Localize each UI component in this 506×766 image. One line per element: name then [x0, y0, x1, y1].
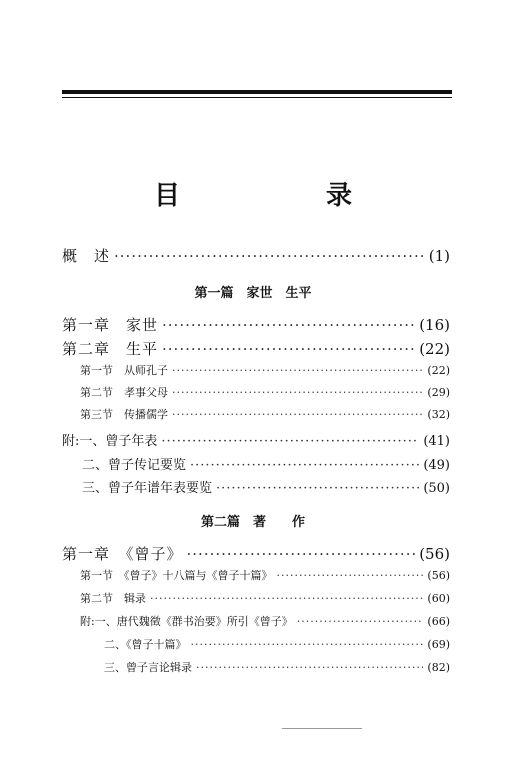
toc-entry-label: 二、《曾子十篇》 [104, 638, 187, 651]
toc-entry-page: (41) [423, 434, 450, 449]
toc-entry-appendix[interactable] [104, 659, 450, 675]
toc-entry-label: 三、曾子年谱年表要览 [82, 481, 213, 496]
toc-entry-appendix[interactable] [82, 454, 450, 473]
toc-entry-chapter[interactable] [62, 338, 450, 359]
toc-entry-label: 第二节 辑录 [80, 592, 146, 605]
toc-entry-section[interactable] [80, 567, 450, 583]
toc-entry-appendix[interactable] [104, 636, 450, 652]
dot-leader [216, 481, 419, 496]
toc-entry-label: 第二节 孝事父母 [80, 386, 168, 399]
toc-entry-appendix[interactable] [82, 477, 450, 496]
dot-leader [191, 638, 424, 651]
dot-leader [196, 661, 423, 674]
toc-entry-label: 第一节 《曾子》十八篇与《曾子十篇》 [80, 569, 273, 582]
dot-leader [162, 340, 415, 358]
dot-leader [161, 434, 419, 449]
toc-entry-page: (69) [427, 638, 450, 651]
toc-entry-page: (82) [427, 661, 450, 674]
dot-leader [162, 316, 415, 334]
toc-entry-page: (22) [419, 340, 450, 358]
toc-entry-label: 第一章 家世 [62, 316, 159, 334]
dot-leader [172, 408, 423, 421]
toc-entry-page: (66) [427, 615, 450, 628]
toc-entry-page: (29) [427, 386, 450, 399]
dot-leader [150, 592, 423, 605]
toc-entry-section[interactable] [80, 362, 450, 378]
toc-entry-page: (56) [427, 569, 450, 582]
header-rule-thick [62, 90, 452, 94]
dot-leader [172, 364, 423, 377]
toc-entry-label: 第三节 传播儒学 [80, 408, 168, 421]
dot-leader [114, 247, 425, 265]
toc-entry-overview[interactable] [62, 245, 450, 266]
dot-leader [190, 458, 419, 473]
toc-entry-page: (22) [427, 364, 450, 377]
toc-entry-label: 第一章 《曾子》 [62, 545, 183, 563]
header-rule-thin [62, 97, 452, 98]
toc-entry-label: 概 述 [62, 247, 111, 265]
toc-entry-page: (16) [419, 316, 450, 334]
toc-entry-label: 附:一、唐代魏徵《群书治要》所引《曾子》 [80, 615, 293, 628]
part-heading-2: 第二篇 著 作 [200, 515, 305, 530]
toc-entry-section[interactable] [80, 384, 450, 400]
dot-leader [187, 545, 416, 563]
toc-entry-label: 附:一、曾子年表 [62, 434, 158, 449]
part-heading-1: 第一篇 家世 生平 [194, 286, 312, 301]
toc-entry-appendix[interactable] [80, 613, 450, 629]
toc-entry-page: (60) [427, 592, 450, 605]
toc-entry-label: 第二章 生平 [62, 340, 159, 358]
dot-leader [297, 615, 424, 628]
toc-entry-appendix[interactable] [62, 430, 450, 449]
dot-leader [172, 386, 423, 399]
toc-entry-label: 第一节 从师孔子 [80, 364, 168, 377]
page-title: 目 录 [153, 181, 412, 211]
dot-leader [277, 569, 424, 582]
toc-entry-chapter[interactable] [62, 543, 450, 564]
toc-entry-page: (1) [428, 247, 450, 265]
toc-entry-chapter[interactable] [62, 314, 450, 335]
toc-entry-label: 二、曾子传记要览 [82, 458, 187, 473]
toc-entry-label: 三、曾子言论辑录 [104, 661, 192, 674]
toc-entry-page: (32) [427, 408, 450, 421]
toc-entry-page: (49) [423, 458, 450, 473]
footer-rule [282, 728, 362, 729]
toc-entry-page: (50) [423, 481, 450, 496]
toc-entry-section[interactable] [80, 590, 450, 606]
toc-entry-page: (56) [419, 545, 450, 563]
toc-entry-section[interactable] [80, 406, 450, 422]
